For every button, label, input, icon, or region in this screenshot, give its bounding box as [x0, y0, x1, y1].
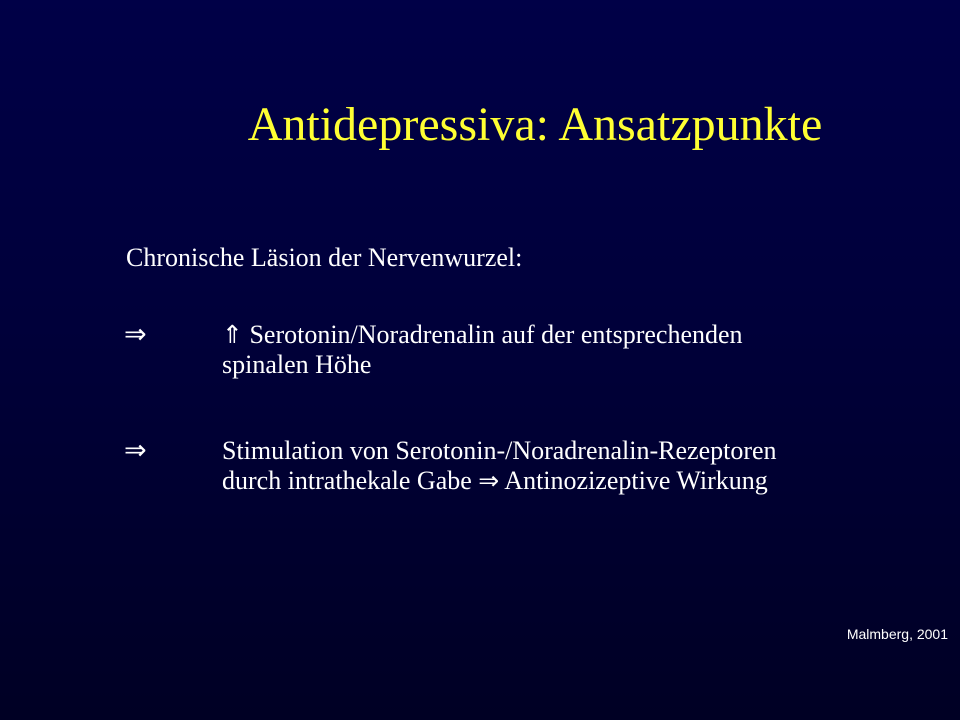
- implies-arrow-icon: ⇒: [124, 435, 147, 466]
- bullet-item-serotonin-increase: [222, 320, 743, 380]
- intro-text: Chronische Läsion der Nervenwurzel:: [126, 243, 523, 272]
- bullet-item-stimulation: [222, 436, 777, 496]
- bullet-text: Serotonin/Noradrenalin auf der entsprechenden: [242, 320, 743, 349]
- bullet-line: [222, 320, 743, 350]
- bullet-text-part: durch intrathekale Gabe: [222, 466, 479, 495]
- citation: Malmberg, 2001: [846, 626, 948, 642]
- bullet-text-part: Antinozizeptive Wirkung: [499, 466, 768, 495]
- implies-arrow-icon: ⇒: [478, 466, 500, 495]
- slide-title: Antidepressiva: Ansatzpunkte: [247, 98, 823, 151]
- increase-arrow-icon: ⇑: [222, 320, 243, 349]
- implies-arrow-icon: ⇒: [124, 319, 147, 350]
- bullet-line: [222, 466, 777, 496]
- bullet-text-continuation: spinalen Höhe: [222, 350, 372, 379]
- bullet-text: Stimulation von Serotonin-/Noradrenalin-Rezeptoren: [222, 436, 777, 465]
